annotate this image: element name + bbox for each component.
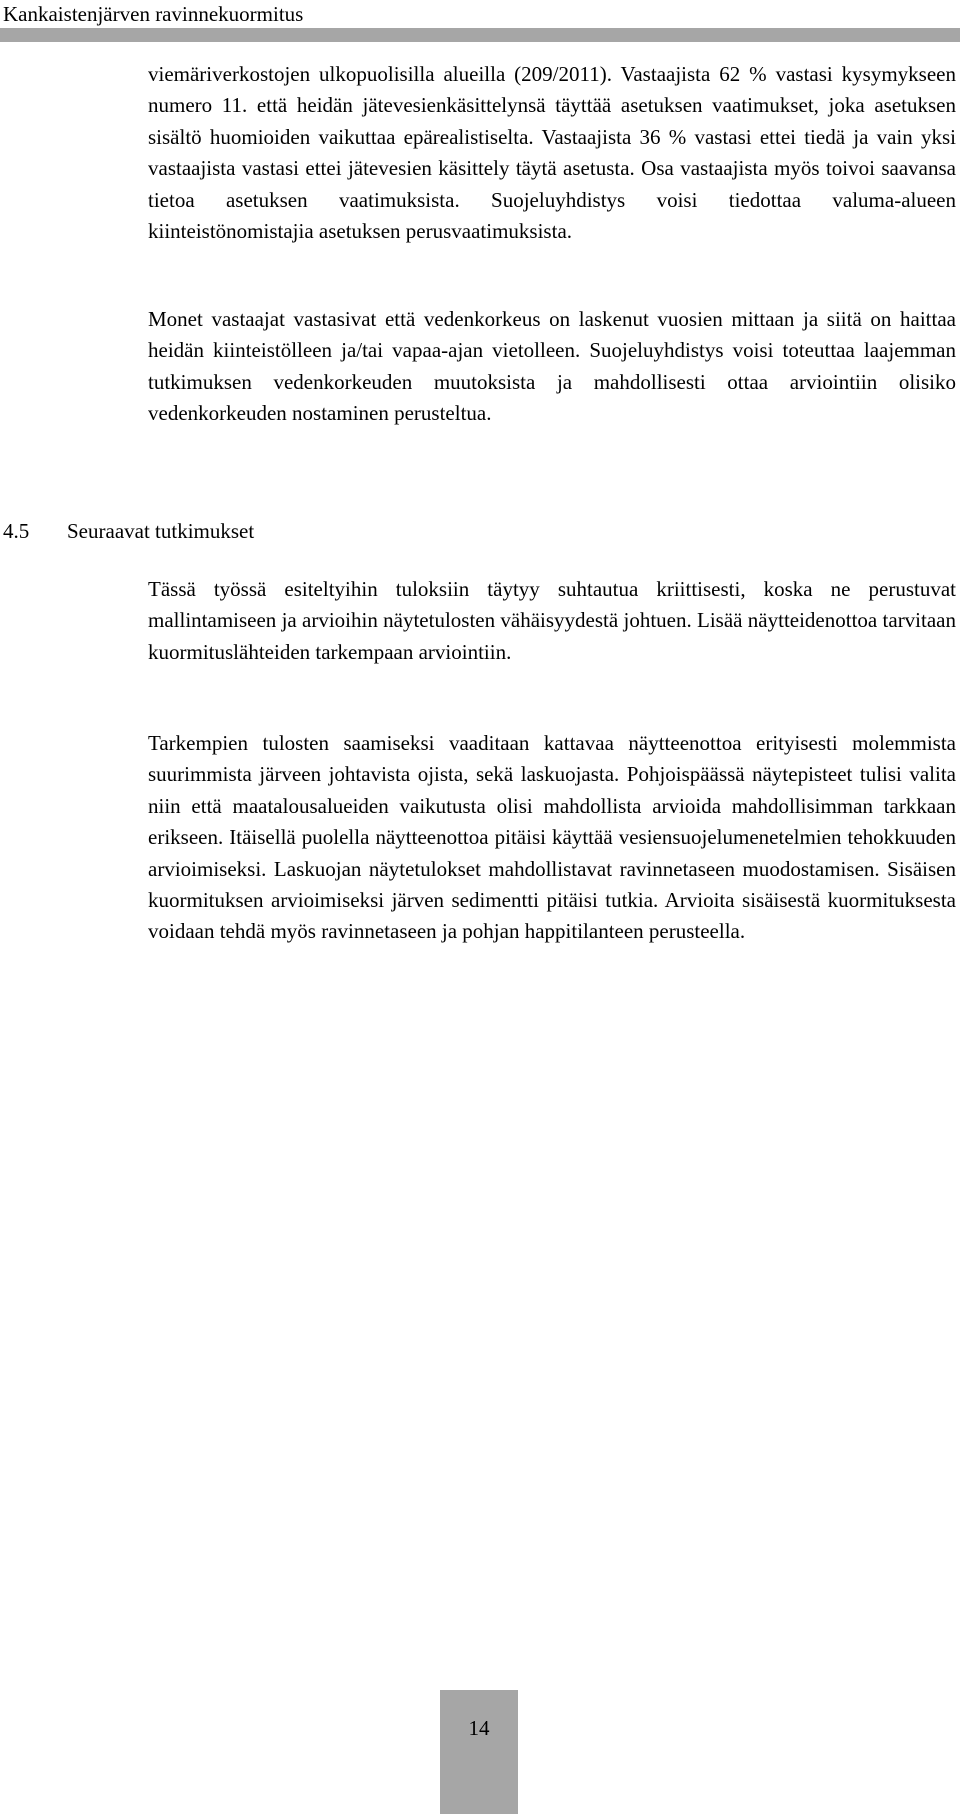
page-number-box [440,1690,518,1814]
paragraph-water-level: Monet vastaajat vastasivat että vedenkorkeus on laskenut vuosien mittaan ja siitä on haittaa heidän kiinteistölleen ja/tai vapaa-ajan vietolleen. Suojeluyhdistys voisi toteuttaa laajemman tutkimuksen vedenkorkeuden muutoksista ja mahdollisesti ottaa arviointiin olisiko vedenkorkeuden nostaminen perusteltua. [148,307,956,426]
section-heading [3,516,254,547]
section-title: Seuraavat tutkimukset [67,519,255,543]
paragraph-results-critique: Tässä työssä esiteltyihin tuloksiin täytyy suhtautua kriittisesti, koska ne perustuvat mallintamiseen ja arvioihin näytetulosten vähäisyydestä johtuen. Lisää näytteidenottoa tarvitaan kuormituslähteiden tarkempaan arviointiin. [148,577,956,664]
running-header-title: Kankaistenjärven ravinnekuormitus [3,2,304,26]
header-rule [0,28,960,42]
paragraph-wastewater-survey: viemäriverkostojen ulkopuolisilla alueilla (209/2011). Vastaajista 62 % vastasi kysymykseen numero 11. että heidän jätevesienkäsittelynsä täyttää asetuksen vaatimukset, joka asetuksen sisältö huomioiden vaikuttaa epärealistiselta. Vastaajista 36 % vastasi ettei tiedä ja vain yksi vastaajista vastasi ettei jätevesien käsittely täytä asetusta. Osa vastaajista myös toivoi saavansa tietoa asetuksen vaatimuksista. Suojeluyhdistys voisi tiedottaa valuma-alueen kiinteistönomistajia asetuksen perusvaatimuksista. [148,62,956,244]
page-number: 14 [468,1716,490,1740]
paragraph-sampling-recommendations: Tarkempien tulosten saamiseksi vaaditaan kattavaa näytteenottoa erityisesti molemmista suurimmista järveen johtavista ojista, sekä laskuojasta. Pohjoispäässä näytepisteet tulisi valita niin että maatalousalueiden vaikutusta olisi mahdollista arvioida mahdollisimman tarkkaan erikseen. Itäisellä puolella näytteenottoa pitäisi käyttää vesiensuojelumenetelmien tehokkuuden arvioimiseksi. Laskuojan näytetulokset mahdollistavat ravinnetaseen muodostamisen. Sisäisen kuormituksen arvioimiseksi järven sedimentti pitäisi tutkia. Arvioita sisäisestä kuormituksesta voidaan tehdä myös ravinnetaseen ja pohjan happitilanteen perusteella. [148,731,956,944]
section-number: 4.5 [3,519,30,543]
